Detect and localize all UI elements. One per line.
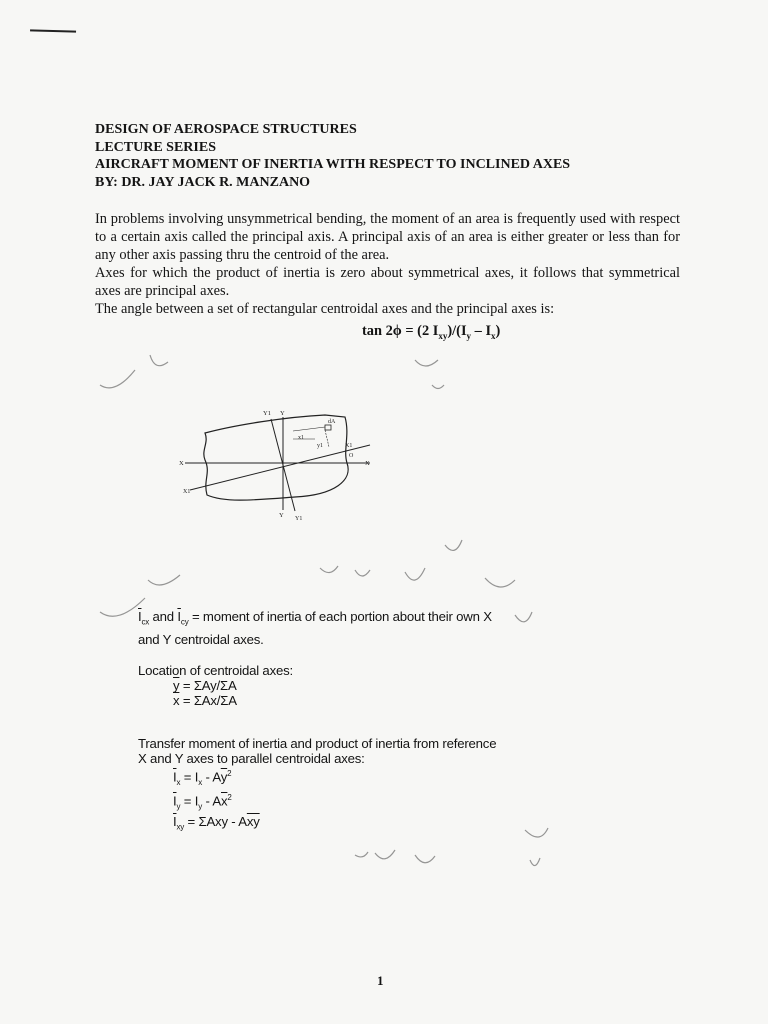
da-element	[325, 425, 331, 430]
principal-angle-formula: tan 2ϕ = (2 $I_{xy})/(I_y - I_x)$	[362, 323, 501, 341]
author-line: BY: DR. JAY JACK R. MANZANO	[95, 174, 311, 190]
course-title: DESIGN OF AEROSPACE STRUCTURES	[95, 122, 357, 137]
inclined-axes-diagram	[175, 405, 380, 530]
centroid-title: Location of centroidal axes:	[138, 663, 293, 678]
intro-paragraph-2: Axes for which the product of inertia is zero about symmetrical axes, it follows that symmetrical axes are principal axes.	[95, 265, 680, 299]
definition-line-2: and Y centroidal axes.	[138, 631, 264, 647]
centroid-y-equation: $\overline{y} = \Sigma Ay/\Sigma A$	[173, 678, 237, 693]
label-y1-top: Y1	[263, 410, 271, 417]
label-y-top: Y	[280, 410, 285, 417]
document-header	[95, 121, 695, 191]
transfer-line-2: X and Y axes to parallel centroidal axes:	[138, 751, 365, 766]
label-o: O	[349, 453, 354, 459]
transfer-eq-ix: $\overline{I}_x = I_x - A\overline{y}^2$	[173, 769, 232, 788]
label-x-left: X	[179, 460, 184, 467]
label-y-bottom: Y	[279, 512, 284, 519]
label-x-right: X	[365, 460, 370, 467]
label-y1-bottom: Y1	[295, 516, 303, 522]
pen-mark	[30, 29, 76, 36]
intro-paragraph-1: In problems involving unsymmetrical bending, the moment of an area is frequently used with respect to a certain axis called the principal axis. A principal axis of an area is either greater or less than for any other axis passing thru the centroid of the area.	[95, 211, 680, 263]
label-da: dA	[328, 419, 336, 425]
intro-text	[95, 210, 680, 318]
label-x1-inner: x1	[298, 435, 304, 441]
transfer-eq-iy: $\overline{I}_y = I_y - A\overline{x}^2$	[173, 793, 232, 812]
label-x1-left: X1	[183, 489, 191, 495]
topic-title: AIRCRAFT MOMENT OF INERTIA WITH RESPECT TO INCLINED AXES	[95, 157, 571, 172]
centroid-x-equation: $\overline{x} = \Sigma Ax/\Sigma A$	[173, 693, 237, 708]
intro-paragraph-3: The angle between a set of rectangular centroidal axes and the principal axes is:	[95, 301, 555, 317]
transfer-block	[138, 736, 496, 835]
area-outline	[204, 415, 348, 500]
label-y1-inner: y1	[317, 443, 323, 449]
label-x1-right: X1	[345, 443, 353, 449]
centroid-location-block	[138, 663, 293, 708]
centroidal-moment-definition: $\overline{I}_{cx}$ and $\overline{I}_{cy}$ = moment of inertia of each portion about their own X and Y centroidal axes.	[138, 608, 538, 648]
series-title: LECTURE SERIES	[95, 139, 216, 155]
transfer-line-1: Transfer moment of inertia and product of inertia from reference	[138, 736, 497, 751]
transfer-eq-ixy: $\overline{I}_{xy} = \Sigma Axy - A\overline{xy}$	[173, 814, 260, 832]
page-number: 1	[377, 973, 384, 988]
